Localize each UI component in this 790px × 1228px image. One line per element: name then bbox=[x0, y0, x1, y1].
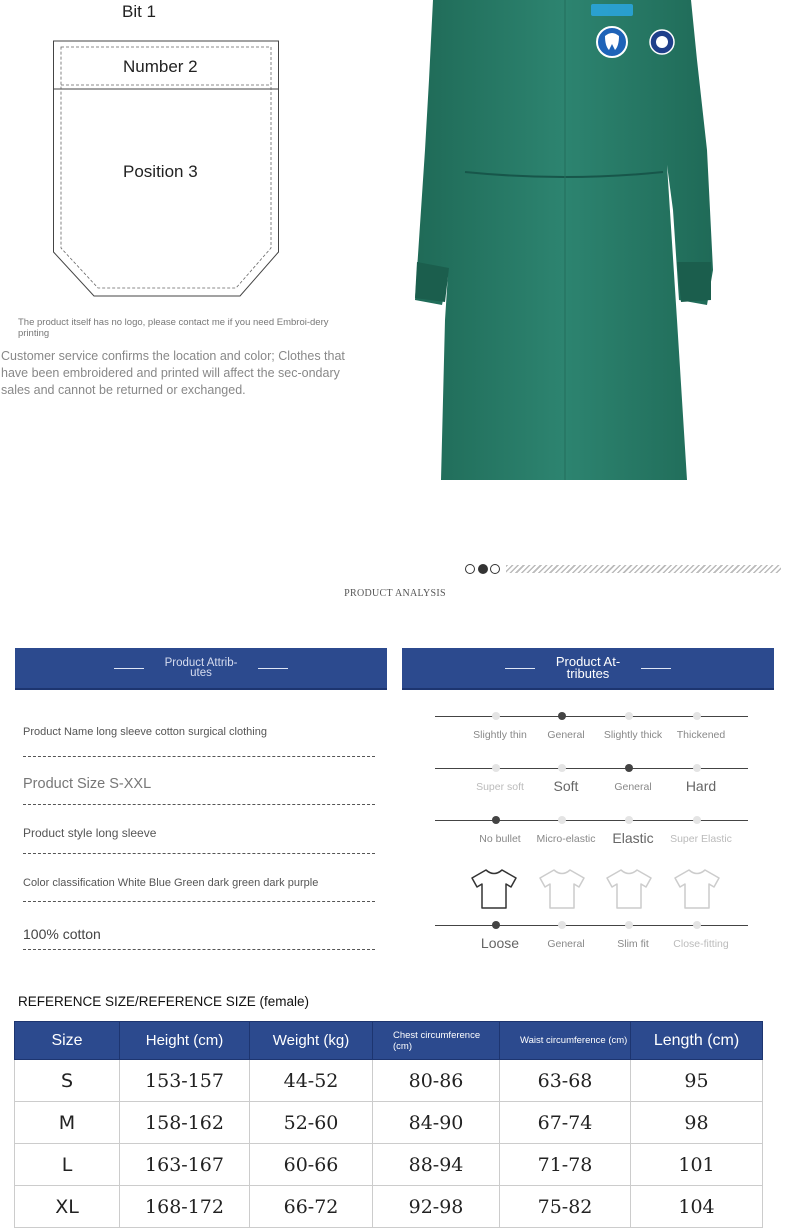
hatch-divider bbox=[506, 565, 781, 573]
scale-label: Soft bbox=[553, 778, 579, 794]
table-cell: 92-98 bbox=[373, 1186, 500, 1228]
table-cell: XL bbox=[15, 1186, 120, 1228]
divider bbox=[23, 804, 375, 805]
col-length: Length (cm) bbox=[631, 1022, 763, 1060]
scale-label: Slightly thick bbox=[603, 729, 663, 741]
header-line bbox=[114, 668, 144, 669]
attr-product-size: Product Size S-XXL bbox=[23, 776, 152, 792]
size-table-title: REFERENCE SIZE/REFERENCE SIZE (female) bbox=[18, 994, 310, 1009]
table-cell: 153-157 bbox=[120, 1060, 250, 1102]
scale-label: General bbox=[614, 781, 652, 793]
hospital-badge-icon bbox=[650, 30, 674, 54]
scale-dot bbox=[492, 921, 500, 929]
table-cell: 66-72 bbox=[250, 1186, 373, 1228]
header-line bbox=[505, 668, 535, 669]
product-analysis-label: PRODUCT ANALYSIS bbox=[344, 588, 446, 599]
divider bbox=[23, 756, 375, 757]
table-cell: 95 bbox=[631, 1060, 763, 1102]
table-cell: 44-52 bbox=[250, 1060, 373, 1102]
scale-label: Loose bbox=[480, 935, 520, 951]
tooth-badge-icon bbox=[597, 27, 627, 57]
col-size: Size bbox=[15, 1022, 120, 1060]
scale-dot bbox=[558, 921, 566, 929]
scale-line bbox=[435, 716, 748, 717]
table-cell: 88-94 bbox=[373, 1144, 500, 1186]
scale-dot bbox=[625, 816, 633, 824]
scale-dot bbox=[693, 712, 701, 720]
scale-label: No bullet bbox=[479, 833, 521, 845]
col-chest: Chest circumference (cm) bbox=[373, 1022, 500, 1060]
scale-dot bbox=[625, 764, 633, 772]
attributes-right-header bbox=[402, 648, 774, 690]
attr-color: Color classification White Blue Green dark green dark purple bbox=[23, 877, 319, 889]
divider bbox=[23, 949, 375, 950]
table-row bbox=[15, 1102, 763, 1144]
scale-dot bbox=[693, 921, 701, 929]
attr-product-name: Product Name long sleeve cotton surgical clothing bbox=[23, 726, 267, 738]
table-cell: 67-74 bbox=[500, 1102, 631, 1144]
table-cell: 75-82 bbox=[500, 1186, 631, 1228]
scale-dot bbox=[558, 712, 566, 720]
table-row bbox=[15, 1144, 763, 1186]
table-cell: L bbox=[15, 1144, 120, 1186]
scale-line bbox=[435, 820, 748, 821]
header-line bbox=[258, 668, 288, 669]
table-cell: 52-60 bbox=[250, 1102, 373, 1144]
scale-dot bbox=[558, 764, 566, 772]
table-row bbox=[15, 1060, 763, 1102]
scale-dot bbox=[693, 764, 701, 772]
table-cell: 63-68 bbox=[500, 1060, 631, 1102]
surgical-gown-image bbox=[405, 0, 725, 490]
table-cell: S bbox=[15, 1060, 120, 1102]
table-cell: 104 bbox=[631, 1186, 763, 1228]
table-cell: 101 bbox=[631, 1144, 763, 1186]
scale-label: Thickened bbox=[676, 729, 726, 741]
table-cell: 80-86 bbox=[373, 1060, 500, 1102]
scale-label: Close-fitting bbox=[673, 938, 729, 950]
col-weight: Weight (kg) bbox=[250, 1022, 373, 1060]
attr-product-style: Product style long sleeve bbox=[23, 826, 157, 840]
slim-fit-shirt-icon bbox=[605, 868, 653, 910]
customer-service-note: Customer service confirms the location and color; Clothes that have been embroidered and printed will affect the sec-ondary sales and cannot be returned or exchanged. bbox=[1, 349, 345, 397]
attributes-left-header bbox=[15, 648, 387, 690]
logo-note: The product itself has no logo, please contact me if you need Embroi-dery printing bbox=[18, 317, 329, 339]
scale-dot bbox=[625, 712, 633, 720]
scale-label: General bbox=[547, 729, 585, 741]
scale-label: Elastic bbox=[612, 830, 654, 846]
table-cell: 84-90 bbox=[373, 1102, 500, 1144]
carousel-dots[interactable] bbox=[464, 563, 504, 575]
scale-label: Hard bbox=[685, 778, 717, 794]
attributes-right-title: Product At-tributes bbox=[555, 654, 621, 681]
table-cell: M bbox=[15, 1102, 120, 1144]
pocket-label-bit1: Bit 1 bbox=[122, 2, 157, 21]
col-height: Height (cm) bbox=[120, 1022, 250, 1060]
scale-label: Micro-elastic bbox=[536, 833, 596, 845]
scale-label: Super soft bbox=[476, 781, 524, 793]
table-cell: 168-172 bbox=[120, 1186, 250, 1228]
table-cell: 98 bbox=[631, 1102, 763, 1144]
scale-line bbox=[435, 768, 748, 769]
pocket-label-number2: Number 2 bbox=[123, 57, 198, 76]
scale-dot bbox=[625, 921, 633, 929]
scale-label: General bbox=[547, 938, 585, 950]
col-waist: Waist circumference (cm) bbox=[500, 1022, 631, 1060]
attributes-left-title: Product Attrib-utes bbox=[164, 657, 238, 679]
scale-label: Super Elastic bbox=[670, 833, 732, 845]
close-fitting-shirt-icon bbox=[673, 868, 721, 910]
scale-label: Slim fit bbox=[617, 938, 649, 950]
divider bbox=[23, 853, 375, 854]
table-cell: 71-78 bbox=[500, 1144, 631, 1186]
header-line bbox=[641, 668, 671, 669]
general-shirt-icon bbox=[538, 868, 586, 910]
scale-dot bbox=[492, 764, 500, 772]
scale-dot bbox=[693, 816, 701, 824]
divider bbox=[23, 901, 375, 902]
table-cell: 158-162 bbox=[120, 1102, 250, 1144]
scale-label: Slightly thin bbox=[473, 729, 527, 741]
scale-dot bbox=[558, 816, 566, 824]
table-cell: 163-167 bbox=[120, 1144, 250, 1186]
scale-line bbox=[435, 925, 748, 926]
attr-material: 100% cotton bbox=[23, 926, 101, 942]
table-header-row bbox=[15, 1022, 763, 1060]
pocket-label-position3: Position 3 bbox=[123, 162, 198, 181]
loose-shirt-icon bbox=[470, 868, 518, 910]
size-table bbox=[14, 1021, 763, 1228]
scale-dot bbox=[492, 712, 500, 720]
brand-logo-icon bbox=[591, 4, 633, 16]
table-cell: 60-66 bbox=[250, 1144, 373, 1186]
table-row bbox=[15, 1186, 763, 1228]
scale-dot bbox=[492, 816, 500, 824]
